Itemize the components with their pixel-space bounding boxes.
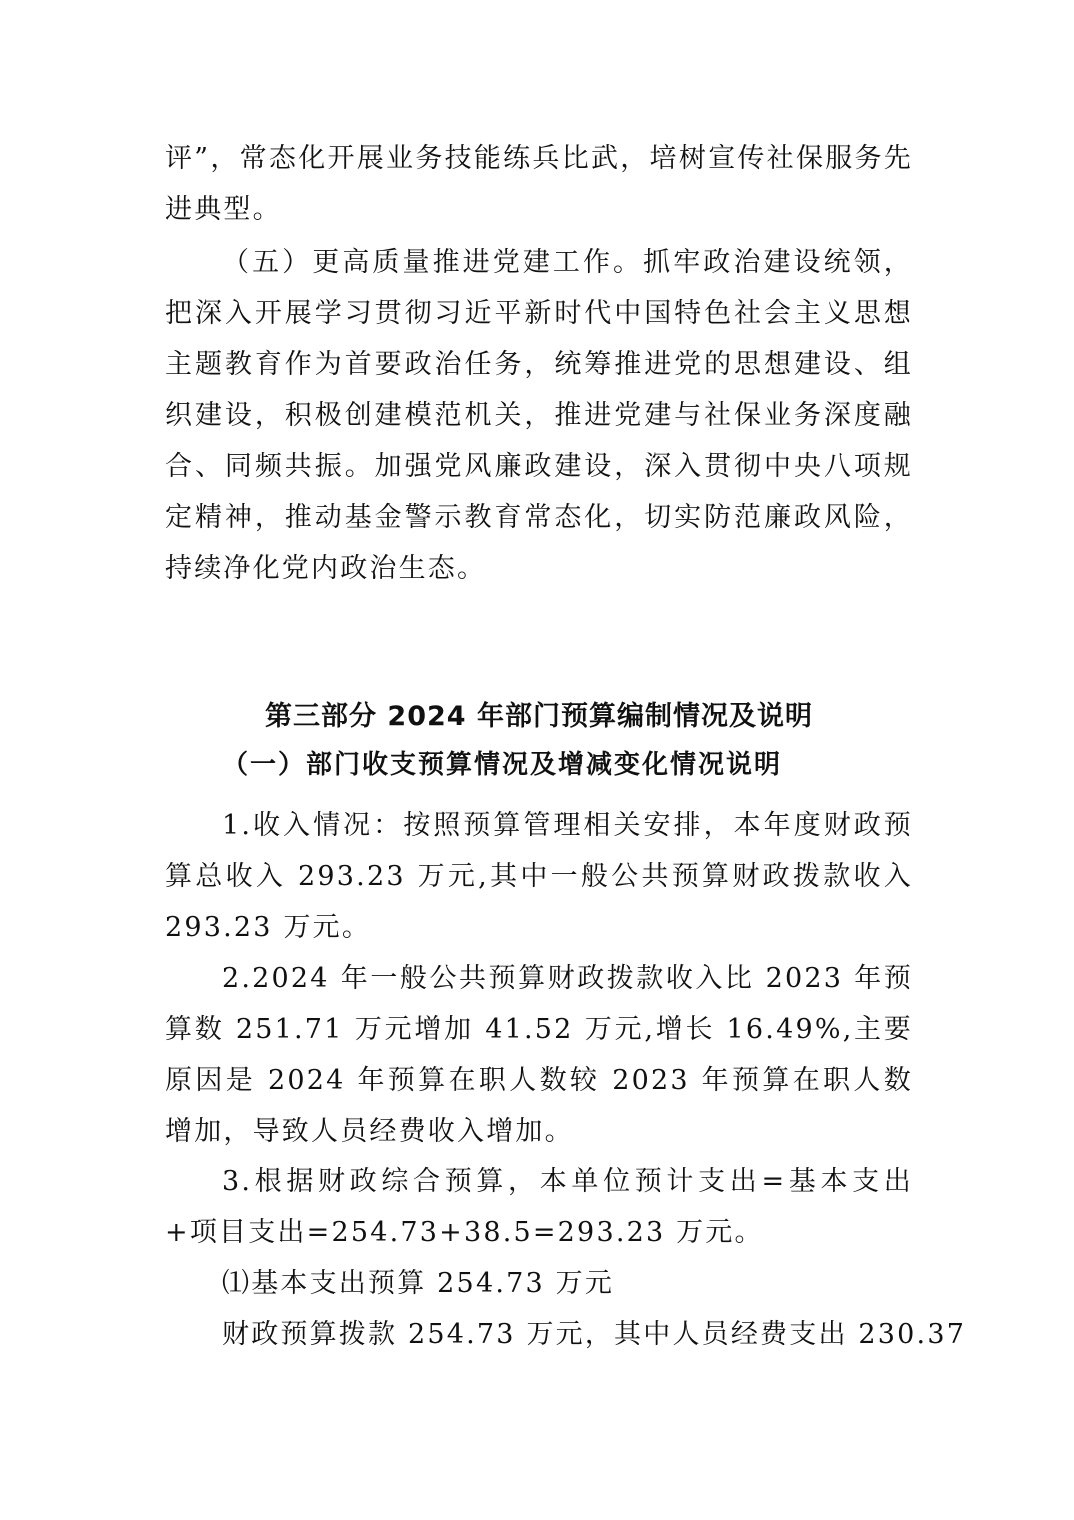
section-title: 第三部分 2024 年部门预算编制情况及说明 xyxy=(265,701,813,732)
paragraph-income: 1.收入情况：按照预算管理相关安排，本年度财政预算总收入 293.23 万元,其中一般公共预算财政拨款收入 293.23 万元。 xyxy=(165,810,913,943)
paragraph-income-change: 2.2024 年一般公共预算财政拨款收入比 2023 年预算数 251.71 万元增加 41.52 万元,增长 16.49%,主要原因是 2024 年预算在职人数较 2023 年预算在职人数增加，导致人员经费收入增加。 xyxy=(165,963,913,1147)
paragraph-expenditure: 3.根据财政综合预算，本单位预计支出=基本支出+项目支出=254.73+38.5=293.23 万元。 xyxy=(165,1166,913,1248)
subsection-title: （一）部门收支预算情况及增减变化情况说明 xyxy=(222,750,783,780)
paragraph-continued: 评”，常态化开展业务技能练兵比武，培树宣传社保服务先进典型。 xyxy=(165,143,913,225)
paragraph-party-building: （五）更高质量推进党建工作。抓牢政治建设统领，把深入开展学习贯彻习近平新时代中国特色社会主义思想主题教育作为首要政治任务，统筹推进党的思想建设、组织建设，积极创建模范机关，推进党建与社保业务深度融合、同频共振。加强党风廉政建设，深入贯彻中央八项规定精神，推动基金警示教育常态化，切实防范廉政风险，持续净化党内政治生态。 xyxy=(165,247,913,584)
basic-expenditure-detail: 财政预算拨款 254.73 万元，其中人员经费支出 230.37 xyxy=(222,1319,967,1350)
basic-expenditure-heading: ⑴基本支出预算 254.73 万元 xyxy=(222,1268,615,1299)
